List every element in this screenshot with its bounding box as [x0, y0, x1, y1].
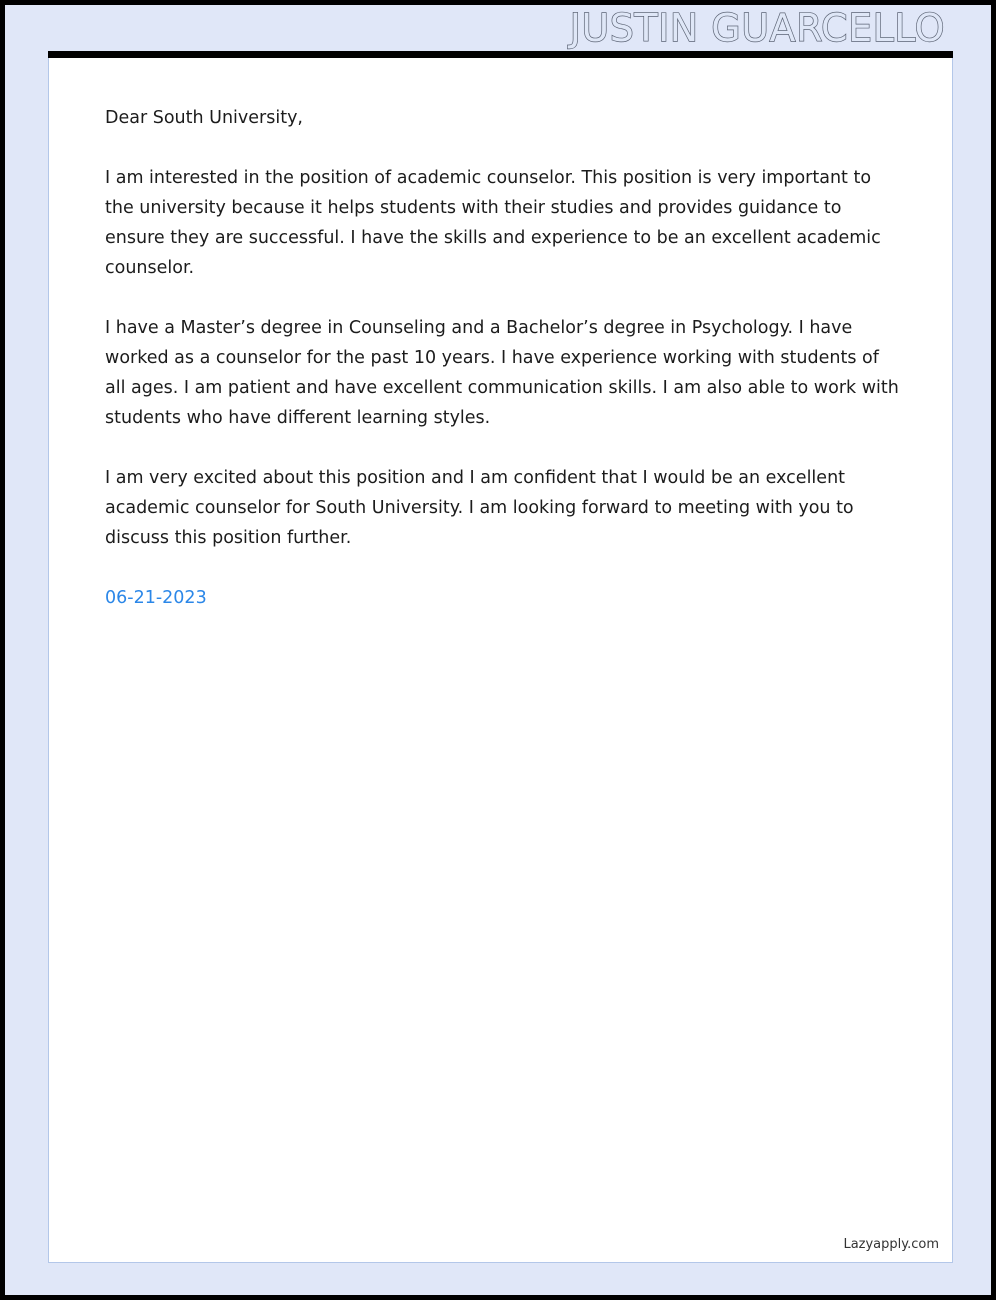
- page-title: JUSTIN GUARCELLO: [569, 6, 945, 50]
- letter-salutation: Dear South University,: [105, 108, 303, 128]
- letter-paragraph-2: I have a Master’s degree in Counseling and a Bachelor’s degree in Psychology. I have worked as a counselor for the past 10 years. I have experience working with students of all ages. I am patient and have excellent communication skills. I am also able to work with students who have different learning styles.: [105, 318, 899, 428]
- letter-date: 06-21-2023: [105, 588, 207, 608]
- cover-letter-card: [48, 51, 953, 1263]
- footer-attribution: Lazyapply.com: [843, 1237, 939, 1252]
- letter-paragraph-1: I am interested in the position of academic counselor. This position is very important to the university because it helps students with their studies and provides guidance to ensure they are successful. I have the skills and experience to be an excellent academic counselor.: [105, 168, 881, 278]
- document-header: [5, 5, 991, 53]
- letter-body: [105, 103, 900, 613]
- header-divider-rule: [48, 51, 953, 58]
- letter-paragraph-3: I am very excited about this position and I am confident that I would be an excellent academic counselor for South University. I am looking forward to meeting with you to discuss this position further.: [105, 468, 854, 548]
